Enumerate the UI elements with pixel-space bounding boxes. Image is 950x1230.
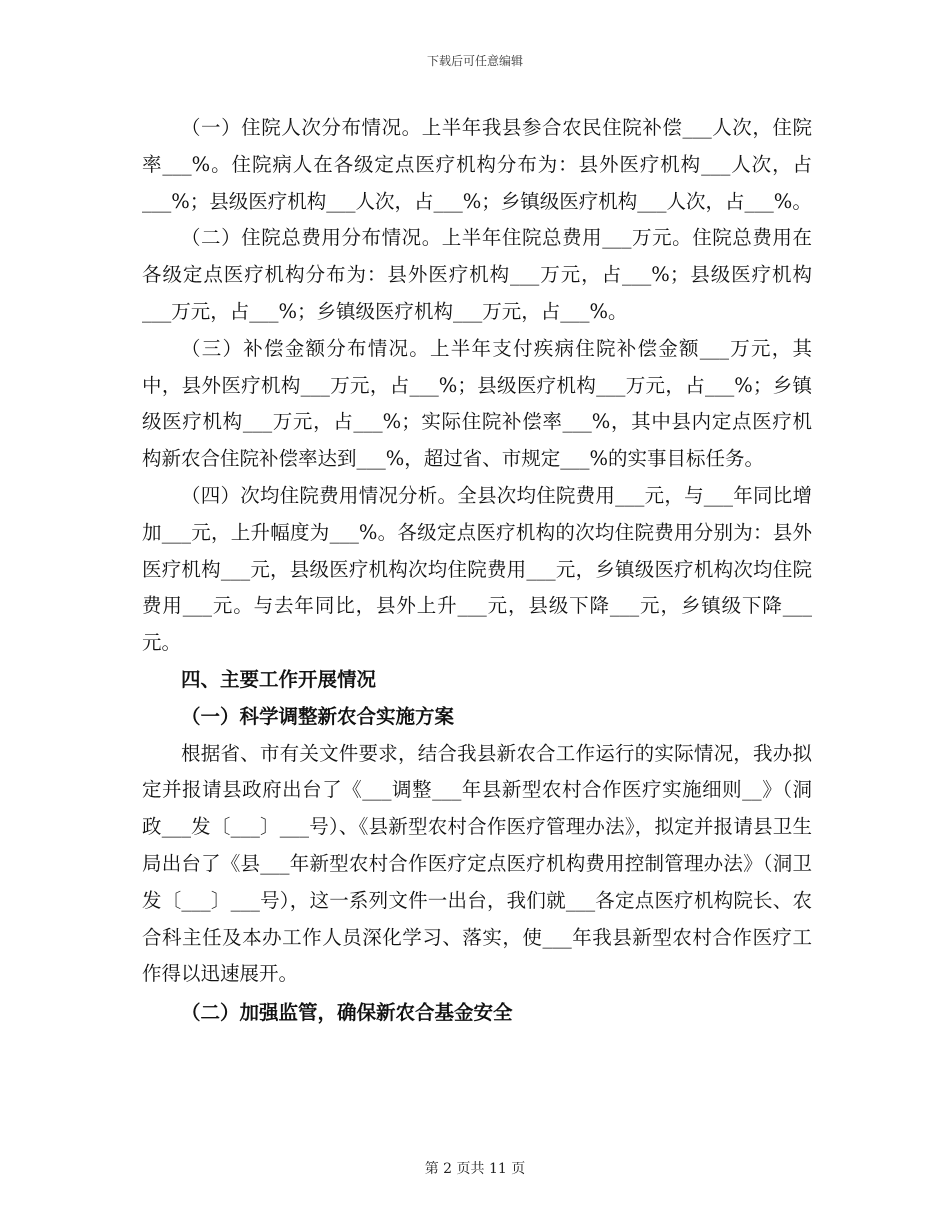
paragraph-average-cost: （四）次均住院费用情况分析。全县次均住院费用___元，与___年同比增加___元，上升幅度为___%。各级定点医疗机构的次均住院费用分别为：县外医疗机构___元，县级医疗机构次均住院费用___元，乡镇级医疗机构次均住院费用___元。与去年同比，县外上升___元，县级下降___元，乡镇级下降___元。 [142,483,812,655]
paragraph-total-cost: （二）住院总费用分布情况。上半年住院总费用___万元。住院总费用在各级定点医疗机构分布为：县外医疗机构___万元，占___%；县级医疗机构___万元，占___%；乡镇级医疗机构___万元，占___%。 [142,226,812,323]
subsection-title-1: （一）科学调整新农合实施方案 [181,704,455,728]
page-header: 下载后可任意编辑 [426,54,523,68]
paragraph-inpatient-visits: （一）住院人次分布情况。上半年我县参合农民住院补偿___人次，住院率___%。住院病人在各级定点医疗机构分布为：县外医疗机构___人次，占___%；县级医疗机构___人次，占___%；乡镇级医疗机构___人次，占___%。 [142,116,812,213]
page-footer: 第 2 页共 11 页 [424,1161,526,1177]
section-title: 四、主要工作开展情况 [181,667,377,691]
document-body [142,110,812,1032]
subsection-title-2: （二）加强监管，确保新农合基金安全 [181,1001,513,1025]
subsection-body-1: 根据省、市有关文件要求，结合我县新农合工作运行的实际情况，我办拟定并报请县政府出台了《___调整___年县新型农村合作医疗实施细则__》（洞政___发〔___〕___号）、《县新型农村合作医疗管理办法》，拟定并报请县卫生局出台了《县___年新型农村合作医疗定点医疗机构费用控制管理办法》（洞卫发〔___〕___号），这一系列文件一出台，我们就___各定点医疗机构院长、农合科主任及本办工作人员深化学习、落实，使___年我县新型农村合作医疗工作得以迅速展开。 [142,741,812,986]
paragraph-compensation: （三）补偿金额分布情况。上半年支付疾病住院补偿金额___万元，其中，县外医疗机构___万元，占___%；县级医疗机构___万元，占___%；乡镇级医疗机构___万元，占___%；实际住院补偿率___%，其中县内定点医疗机构新农合住院补偿率达到___%，超过省、市规定___%的实事目标任务。 [142,336,812,471]
